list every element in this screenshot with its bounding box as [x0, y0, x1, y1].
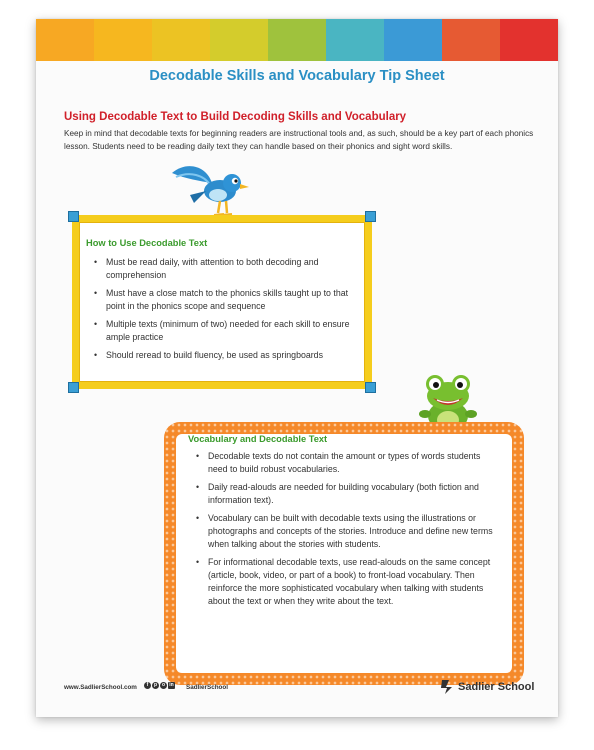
band-segment	[152, 19, 210, 61]
section-heading: Using Decodable Text to Build Decoding Skills and Vocabulary	[64, 111, 407, 123]
band-segment	[326, 19, 384, 61]
decodable-tips-list	[92, 256, 358, 367]
instagram-icon: o	[161, 682, 166, 688]
vocabulary-box-heading: Vocabulary and Decodable Text	[188, 434, 328, 444]
sadlier-logo	[440, 679, 534, 695]
list-item: • Must have a close match to the phonics skills taught up to that point in the phonics scope and sequence	[92, 287, 358, 313]
pinterest-icon: p	[153, 682, 158, 688]
band-segment	[500, 19, 558, 61]
vocabulary-tips-list	[194, 450, 502, 613]
band-segment	[210, 19, 268, 61]
frame-corner	[365, 211, 376, 222]
footer-handle: SadlierSchool	[186, 684, 228, 691]
tip-sheet-page	[36, 19, 558, 717]
list-item: • For informational decodable texts, use read-alouds on the same concept (article, book, video, or part of a book) to front-load vocabulary. Then reinforce the more sophisticated vocabulary when talking with students about the text or when they write about the text.	[194, 556, 502, 608]
intro-paragraph: Keep in mind that decodable texts for beginning readers are instructional tools and, as such, should be a key part of each phonics lesson. Students need to be reading daily text they can handle based on their phonics and sight word skills.	[64, 129, 534, 151]
list-item: • Daily read-alouds are needed for building vocabulary (both fiction and information text).	[194, 481, 502, 507]
linkedin-icon: in	[169, 682, 174, 688]
band-segment	[384, 19, 442, 61]
band-segment	[268, 19, 326, 61]
frame-corner	[365, 382, 376, 393]
color-band	[36, 19, 558, 61]
band-segment	[36, 19, 94, 61]
list-item: • Must be read daily, with attention to both decoding and comprehension	[92, 256, 358, 282]
page-title: Decodable Skills and Vocabulary Tip Sheet	[149, 68, 445, 84]
list-item: • Should reread to build fluency, be used as springboards	[92, 349, 358, 362]
frame-corner	[68, 382, 79, 393]
logo-text: Sadlier School	[458, 681, 535, 693]
decodable-box-heading: How to Use Decodable Text	[86, 238, 208, 248]
list-item: • Vocabulary can be built with decodable texts using the illustrations or photographs and concepts of the stories. Introduce and define new terms when talking about the stories with students.	[194, 512, 502, 551]
logo-mark-icon	[440, 679, 454, 695]
list-item: • Decodable texts do not contain the amount or types of words students need to build robust vocabularies.	[194, 450, 502, 476]
frame-corner	[68, 211, 79, 222]
footer-url: www.SadlierSchool.com	[64, 684, 137, 691]
band-segment	[442, 19, 500, 61]
facebook-icon: f	[144, 682, 151, 689]
social-icons	[144, 682, 175, 689]
list-item: • Multiple texts (minimum of two) needed for each skill to ensure ample practice	[92, 318, 358, 344]
band-segment	[94, 19, 152, 61]
